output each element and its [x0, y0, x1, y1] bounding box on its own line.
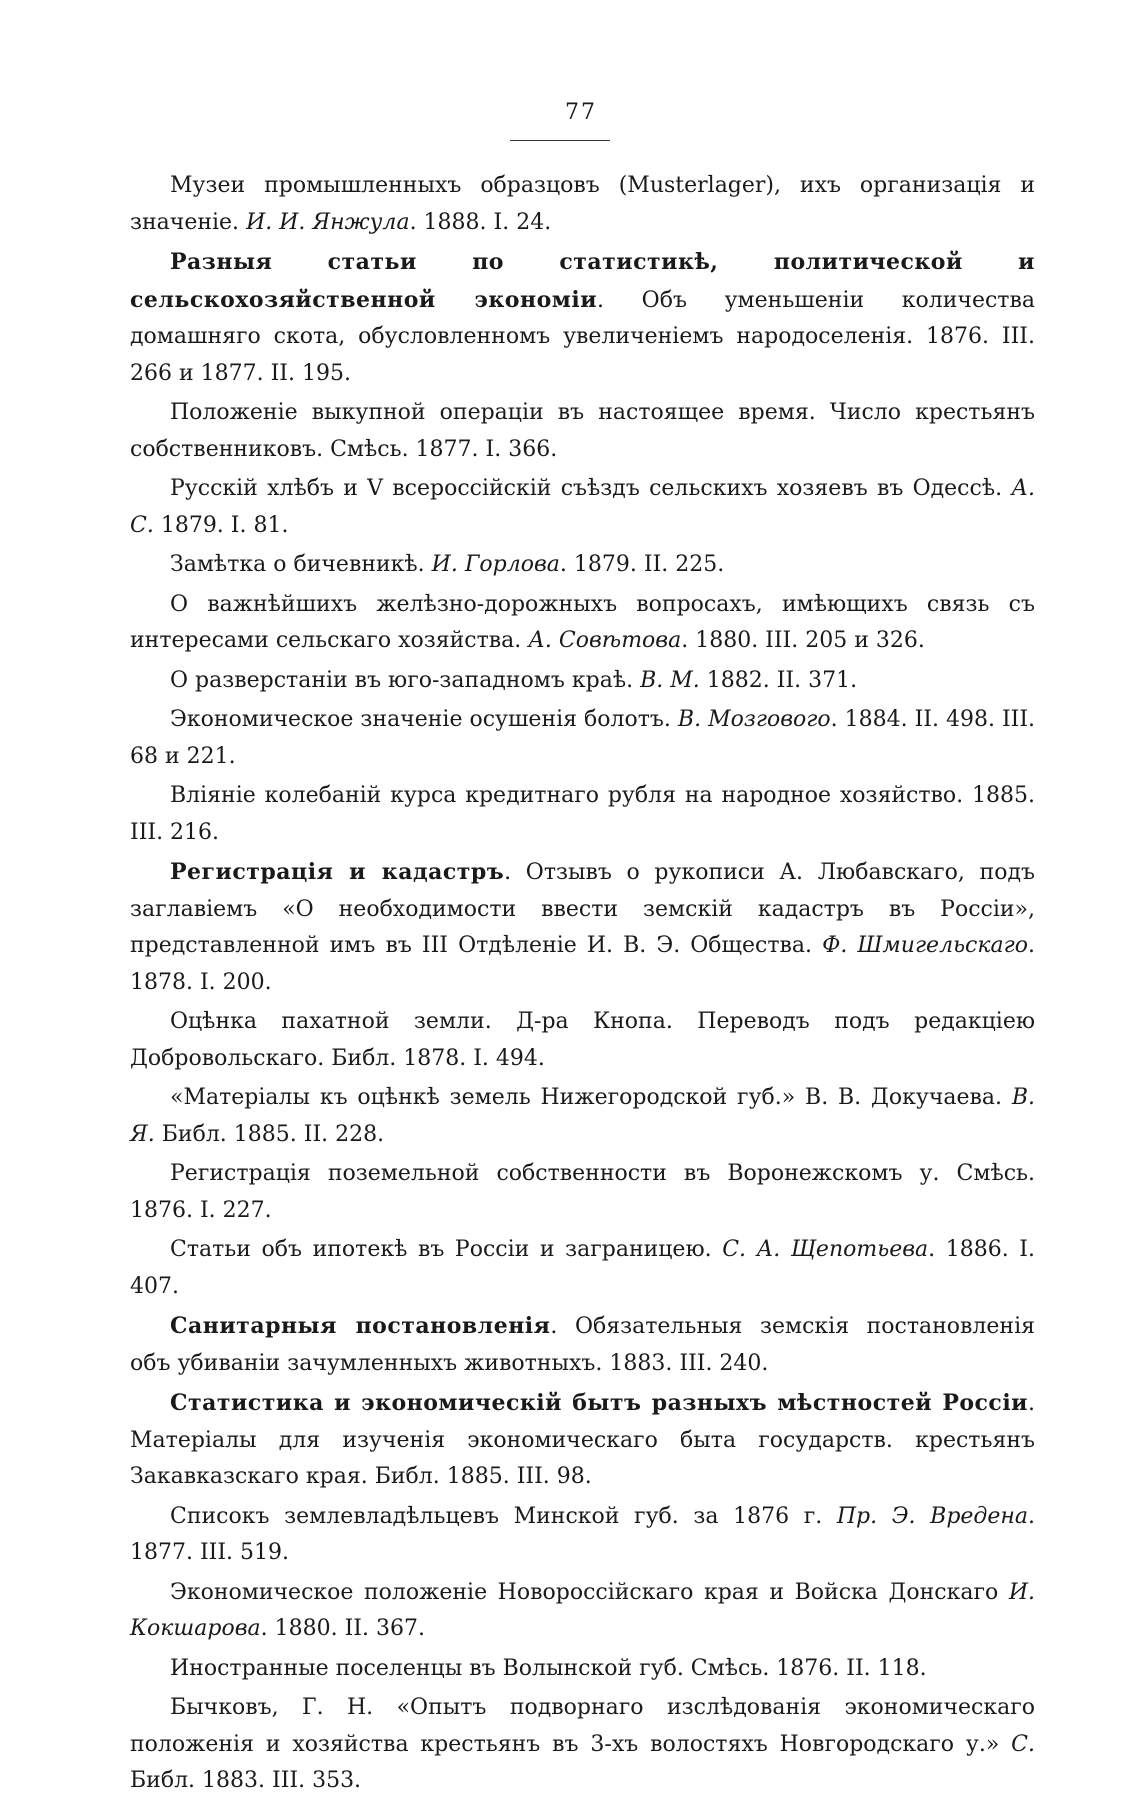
index-entry [130, 1690, 1035, 1800]
entry-author: А. С. [130, 476, 1035, 538]
entry-citation: . 1877. III. 519. [130, 1503, 1035, 1565]
entry-text: . Матеріалы для изученія экономическаго быта государств. крестьянъ Закавказскаго края. Библ. 1885. III. 98. [130, 1391, 1035, 1489]
entry-text: О разверстаніи въ юго-западномъ краѣ. [170, 667, 641, 693]
entry-citation: . 1880. III. 205 и 326. [681, 628, 925, 653]
entry-text: О важнѣйшихъ желѣзно-дорожныхъ вопросахъ, имѣющихъ связь съ интересами сельскаго хозяйства. [130, 591, 1035, 653]
entry-text: Экономическое значеніе осушенія болотъ. [170, 707, 678, 732]
entry-citation: Библ. 1885. II. 228. [154, 1121, 385, 1147]
entry-text: Списокъ землевладѣльцевъ Минской губ. за 1876 г. [170, 1503, 837, 1529]
entry-text: . Отзывъ о рукописи А. Любавскаго, подъ заглавіемъ «О необходимости ввести земскій кадастръ въ Россіи», представленной имъ въ III Отдѣленіе И. В. Э. Общества. [130, 860, 1035, 958]
entry-citation: . 1878. I. 200. [130, 933, 1035, 995]
entry-text: Замѣтка о бичевникѣ. [170, 552, 432, 577]
index-entry [130, 395, 1035, 468]
index-entry [130, 663, 1035, 700]
entry-author: И. Горлова [431, 552, 560, 577]
page-number: 77 [565, 100, 597, 125]
entry-author: С. [1011, 1731, 1035, 1757]
entry-heading: Регистрація и кадастръ [170, 859, 505, 885]
index-entry [130, 168, 1035, 241]
index-entry [130, 1308, 1035, 1382]
entry-author: С. А. Щепотьева [722, 1237, 929, 1262]
entry-citation: . 1880. II. 367. [260, 1616, 425, 1641]
entry-text: Иностранные поселенцы въ Волынской губ. Смѣсь. 1876. II. 118. [170, 1655, 927, 1681]
index-entry [130, 1004, 1035, 1077]
entry-author: И. Кокшарова [130, 1579, 1035, 1641]
entry-citation: . 1888. I. 24. [409, 209, 552, 235]
index-entry [130, 1385, 1035, 1496]
index-entry [130, 778, 1035, 851]
entry-text: Экономическое положеніе Новороссійскаго края и Войска Донскаго [170, 1579, 1009, 1605]
entry-citation: . 1879. II. 225. [559, 552, 725, 577]
index-entry [130, 244, 1035, 392]
entry-heading: Статистика и экономическій бытъ разныхъ мѣстностей Россіи [170, 1390, 1028, 1416]
index-entry [130, 854, 1035, 1001]
index-entry [130, 471, 1035, 544]
entry-author: В. М. [640, 667, 700, 693]
index-entry [130, 1232, 1035, 1305]
index-entry [130, 1080, 1035, 1153]
entry-author: И. И. Янжула [246, 209, 410, 235]
entry-citation: Библ. 1883. III. 353. [130, 1768, 362, 1793]
entry-text: Регистрація поземельной собственности въ Воронежскомъ у. Смѣсь. 1876. I. 227. [130, 1161, 1035, 1223]
entry-heading: Санитарныя постановленія [170, 1313, 551, 1339]
entry-author: В. Я. [130, 1085, 1035, 1147]
entry-text: Русскій хлѣбъ и V всероссійскій съѣздъ сельскихъ хозяевъ въ Одессѣ. [170, 476, 1012, 501]
entry-citation: 1879. I. 81. [153, 512, 289, 538]
entry-citation: . 1884. II. 498. III. 68 и 221. [130, 707, 1036, 769]
entry-author: Ф. Шмигельскаго [822, 933, 1028, 958]
index-entry [130, 547, 1035, 584]
entry-text: Положеніе выкупной операціи въ настоящее время. Число крестьянъ собственниковъ. Смѣсь. 1877. I. 366. [130, 400, 1035, 462]
entry-text: Вліяніе колебаній курса кредитнаго рубля на народное хозяйство. 1885. III. 216. [130, 783, 1035, 845]
entry-text: . Объ уменьшеніи количества домашняго скота, обусловленномъ увеличеніемъ народоселенія. 1876. III. 266 и 1877. II. 195. [130, 287, 1035, 386]
index-entry [130, 1499, 1035, 1572]
entry-text: . Обязательныя земскія постановленія объ убиваніи зачумленныхъ животныхъ. 1883. III. 240. [130, 1314, 1035, 1376]
index-entry [130, 587, 1035, 660]
entry-author: В. Мозгового [677, 707, 831, 732]
index-entry [130, 1156, 1035, 1229]
index-entries [130, 168, 1035, 1803]
entry-text: Оцѣнка пахатной земли. Д-ра Кнопа. Переводъ подъ редакціею Добровольскаго. Библ. 1878. I. 494. [130, 1009, 1035, 1071]
entry-text: Музеи промышленныхъ образцовъ (Musterlager), ихъ организація и значеніе. [130, 173, 1035, 235]
index-entry [130, 702, 1035, 775]
entry-citation: 1882. II. 371. [699, 667, 858, 693]
entry-text: Бычковъ, Г. Н. «Опытъ подворнаго изслѣдованія экономическаго положенія и хозяйства крестьянъ въ 3-хъ волостяхъ Новгородскаго у.» [130, 1695, 1035, 1757]
entry-citation: . 1886. I. 407. [130, 1237, 1035, 1299]
entry-author: Пр. Э. Вредена [836, 1503, 1028, 1529]
entry-text: Статьи объ ипотекѣ въ Россіи и заграницею. [170, 1237, 723, 1262]
index-entry [130, 1651, 1035, 1688]
entry-author: А. Совѣтова [528, 628, 682, 653]
page-number-rule [510, 140, 610, 141]
entry-heading: Разныя статьи по статистикѣ, политической и сельскохозяйственной экономіи [130, 249, 1035, 313]
entry-text: «Матеріалы къ оцѣнкѣ земель Нижегородской губ.» В. В. Докучаева. [170, 1085, 1012, 1110]
index-entry [130, 1575, 1035, 1648]
